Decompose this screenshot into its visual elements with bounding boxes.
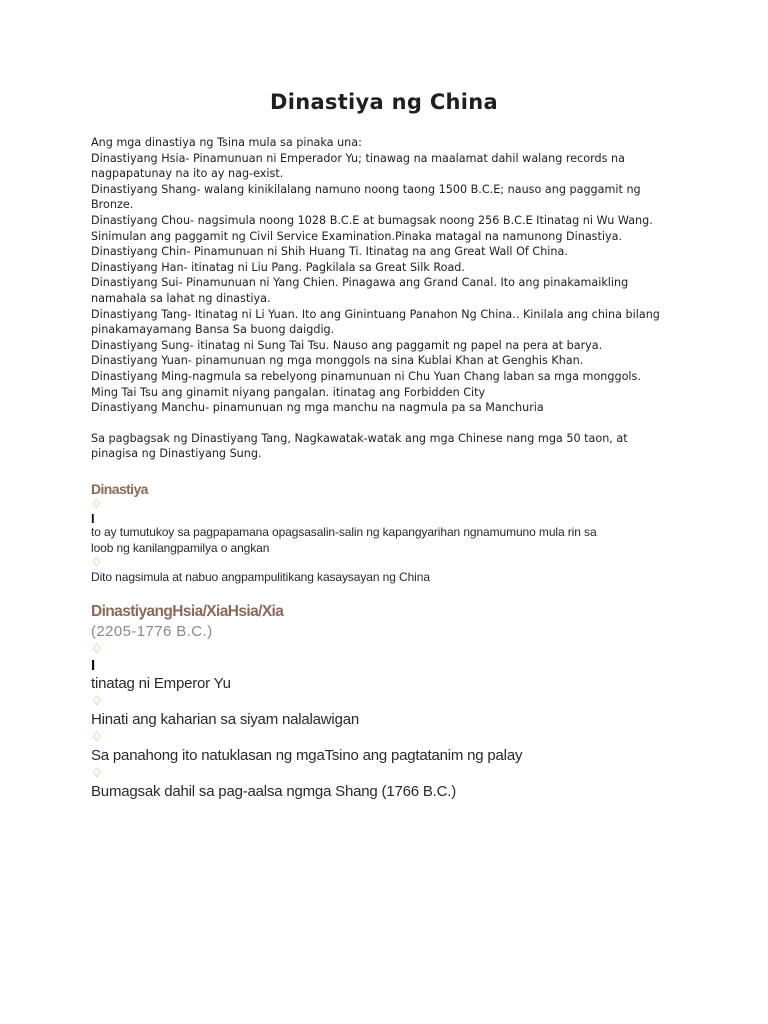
bullet-line: Bumagsak dahil sa pag-aalsa ngmga Shang (1766 B.C.): [91, 783, 457, 800]
section-heading: Dinastiya: [91, 481, 148, 497]
bar-glyph: I: [91, 657, 96, 674]
intro-line: Dinastiyang Chin- Pinamunuan ni Shih Huang Ti. Itinatag na ang Great Wall Of China.: [91, 245, 568, 259]
section-hsia: [91, 602, 691, 802]
diamond-bullet-icon: ♢: [91, 641, 103, 656]
diamond-bullet-icon: ♢: [91, 693, 103, 708]
diamond-bullet-icon: ♢: [91, 497, 102, 511]
intro-line: Dinastiyang Ming-nagmula sa rebelyong pinamunuan ni Chu Yuan Chang laban sa mga monggols.: [91, 369, 641, 383]
intro-line: Dinastiyang Yuan- pinamunuan ng mga monggols na sina Kublai Khan at Genghis Khan.: [91, 354, 584, 368]
closing-paragraph: [91, 431, 691, 462]
intro-lines: [91, 135, 691, 416]
intro-line: Dinastiyang Sung- itinatag ni Sung Tai Tsu. Nauso ang paggamit ng papel na pera at barya.: [91, 338, 603, 352]
closing-line: pinagisa ng Dinastiyang Sung.: [91, 447, 262, 461]
document-title: Dinastiya ng China: [269, 90, 499, 114]
intro-line: Dinastiyang Hsia- Pinamunuan ni Emperador Yu; tinawag na maalamat dahil walang records na: [91, 151, 625, 165]
intro-line: Bronze.: [91, 198, 134, 212]
intro-line: Ang mga dinastiya ng Tsina mula sa pinaka una:: [91, 136, 362, 149]
intro-line: namahala sa lahat ng dinastiya.: [91, 291, 271, 305]
bullet-line: Hinati ang kaharian sa siyam nalalawigan: [91, 711, 359, 728]
date-range: (2205-1776 B.C.): [91, 623, 213, 640]
diamond-bullet-icon: ♢: [91, 555, 102, 569]
bullet-line: tinatag ni Emperor Yu: [91, 675, 231, 692]
section-dinastiya: [91, 480, 691, 586]
section-heading: DinastiyangHsia/XiaHsia/Xia: [91, 603, 284, 620]
definition-line: loob ng kanilangpamilya o angkan: [91, 540, 270, 555]
diamond-bullet-icon: ♢: [91, 765, 103, 780]
intro-text-block: [91, 135, 691, 462]
intro-line: Dinastiyang Chou- nagsimula noong 1028 B.C.E at bumagsak noong 256 B.C.E Itinatag ni Wu Wang.: [91, 213, 653, 227]
definition-line: to ay tumutukoy sa pagpapamana opagsasalin-salin ng kapangyarihan ngnamumuno mula rin sa: [91, 525, 597, 539]
intro-line: Dinastiyang Shang- walang kinikilalang namuno noong taong 1500 B.C.E; nauso ang paggamit ng: [91, 182, 641, 196]
intro-line: Dinastiyang Han- itinatag ni Liu Pang. Pagkilala sa Great Silk Road.: [91, 260, 465, 274]
intro-line: Sinimulan ang paggamit ng Civil Service Examination.Pinaka matagal na namunong Dinastiya.: [91, 229, 623, 243]
intro-line: nagpapatunay na ito ay nag-exist.: [91, 167, 284, 181]
bullet-line: Sa panahong ito natuklasan ng mgaTsino ang pagtatanim ng palay: [91, 747, 523, 764]
intro-line: Dinastiyang Tang- Itinatag ni Li Yuan. Ito ang Ginintuang Panahon Ng China.. Kinilala ang china bilang: [91, 307, 660, 321]
intro-line: Dinastiyang Manchu- pinamunuan ng mga manchu na nagmula pa sa Manchuria: [91, 401, 544, 415]
intro-line: Dinastiyang Sui- Pinamunuan ni Yang Chien. Pinagawa ang Grand Canal. Ito ang pinakamaikling: [91, 276, 629, 290]
closing-line: Sa pagbagsak ng Dinastiyang Tang, Nagkawatak-watak ang mga Chinese nang mga 50 taon, at: [91, 431, 628, 445]
diamond-bullet-icon: ♢: [91, 729, 103, 744]
bar-glyph: I: [91, 511, 95, 526]
intro-line: pinakamayamang Bansa Sa buong daigdig.: [91, 323, 335, 337]
intro-line: Ming Tai Tsu ang ginamit niyang pangalan. itinatag ang Forbidden City: [91, 385, 486, 399]
definition-line: Dito nagsimula at nabuo angpampulitikang kasaysayan ng China: [91, 570, 430, 584]
